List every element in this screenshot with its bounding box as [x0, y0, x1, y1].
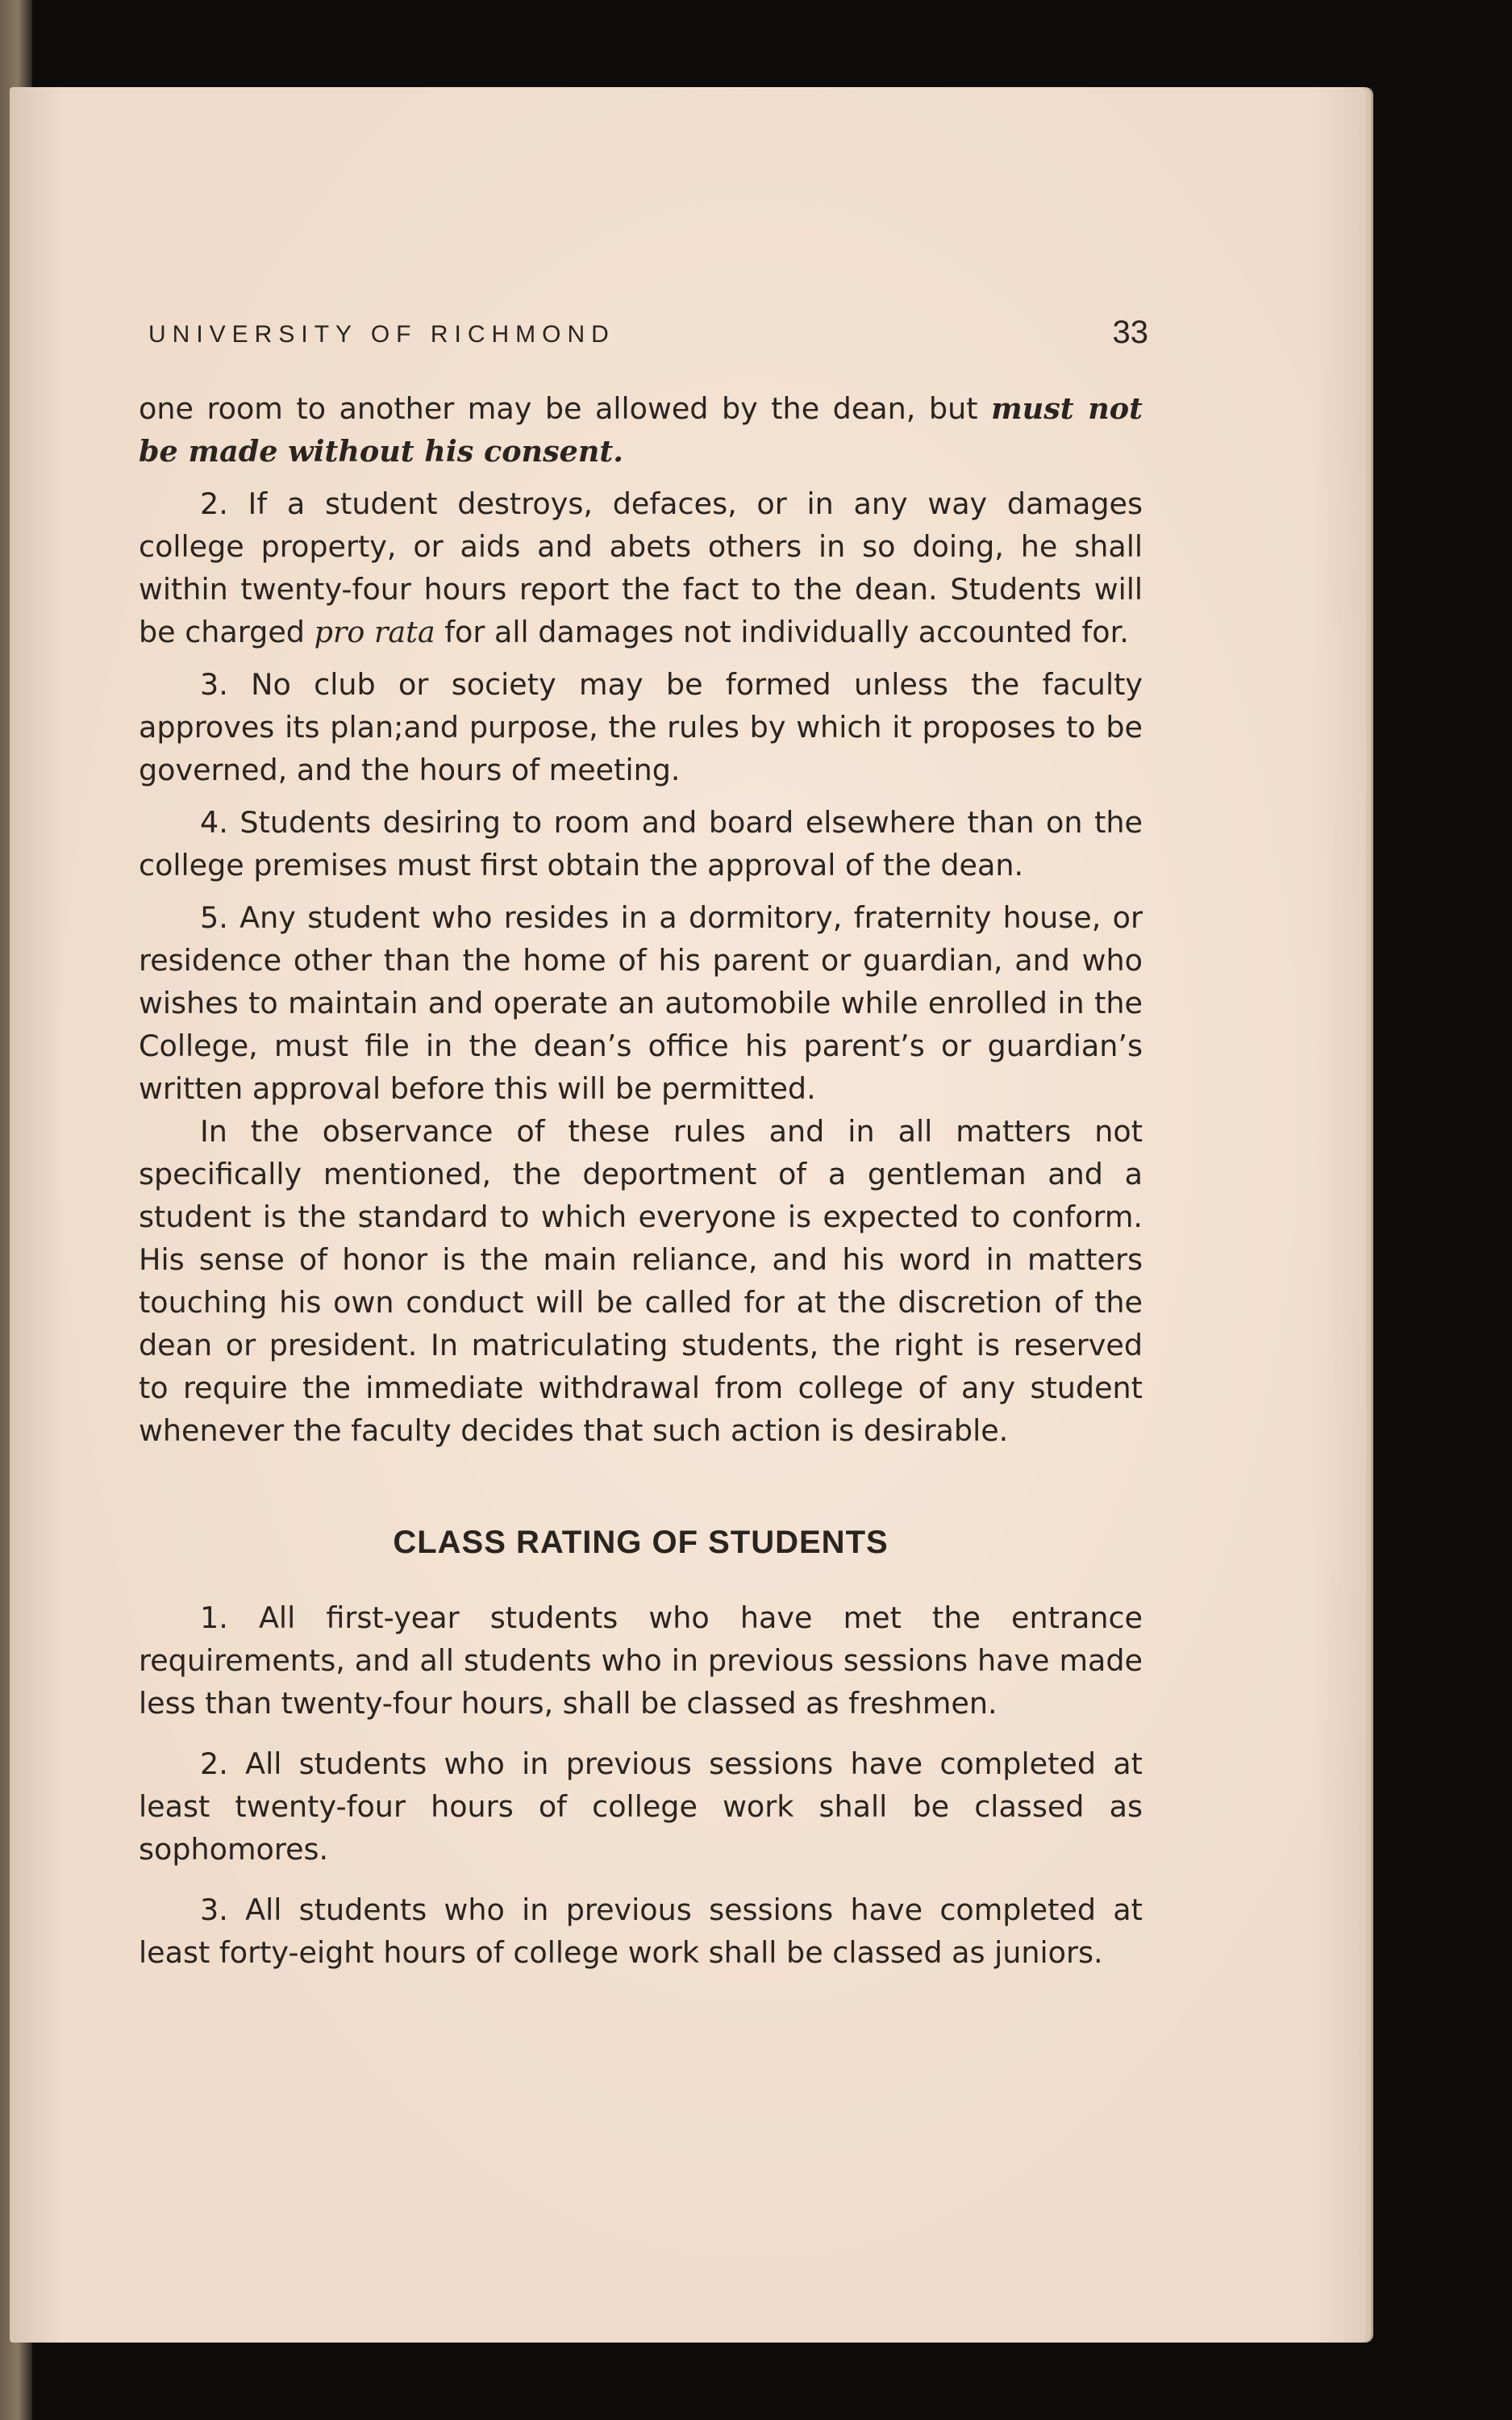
rule-2-paragraph: [139, 482, 1143, 653]
rule-4-paragraph: 4. Students desiring to room and board elsewhere than on the college premises must first obtain the approval of the dean.: [139, 805, 1143, 882]
book-page: [10, 87, 1366, 2343]
running-title: UNIVERSITY OF RICHMOND: [148, 321, 615, 348]
rule-2-text-after: for all damages not individually accounted for.: [435, 615, 1129, 649]
rule-5-paragraph: 5. Any student who resides in a dormitory, fraternity house, or residence other than the home of his parent or guardian, and who wishes to maintain and operate an automobile while enrolled in the College, must file in the dean’s office his parent’s or guardian’s written approval before this will be permitted.: [139, 900, 1143, 1106]
rule-3-paragraph: 3. No club or society may be formed unless the faculty approves its plan;and purpose, the rules by which it proposes to be governed, and the hours of meeting.: [139, 667, 1143, 787]
class-rating-item-2: 2. All students who in previous sessions have completed at least twenty-four hours of college work shall be classed as sophomores.: [139, 1746, 1143, 1867]
running-head: [148, 315, 1148, 363]
observance-paragraph: In the observance of these rules and in all matters not specifically mentioned, the deportment of a gentleman and a student is the standard to which everyone is expected to conform. His sense of honor is the main reliance, and his word in matters touching his own conduct will be called for at the discretion of the dean or president. In matriculating students, the right is reserved to require the immediate withdrawal from college of any student whenever the faculty decides that such action is desirable.: [139, 1114, 1143, 1448]
class-rating-item-1: 1. All first-year students who have met the entrance requirements, and all students who in previous sessions have made less than twenty-four hours, shall be classed as freshmen.: [139, 1600, 1143, 1721]
page-body: [139, 387, 1143, 1992]
rule-2-text-before: 2. If a student destroys, defaces, or in any way damages college property, or aids and abets others in so doing, he shall within twenty-four hours report the fact to the dean. Students will be charged: [139, 486, 1143, 649]
continuation-text: one room to another may be allowed by the dean, but: [139, 391, 992, 426]
page-number: 33: [1112, 315, 1148, 350]
class-rating-item-3: 3. All students who in previous sessions have completed at least forty-eight hours of college work shall be classed as juniors.: [139, 1892, 1143, 1970]
continuation-paragraph: [139, 387, 1143, 473]
section-title-class-rating: CLASS RATING OF STUDENTS: [393, 1525, 889, 1560]
rule-2-italic: pro rata: [314, 615, 435, 649]
continuation-emphasis: must not be made without his consent.: [139, 391, 1143, 469]
class-rating-list: [139, 1596, 1143, 1974]
